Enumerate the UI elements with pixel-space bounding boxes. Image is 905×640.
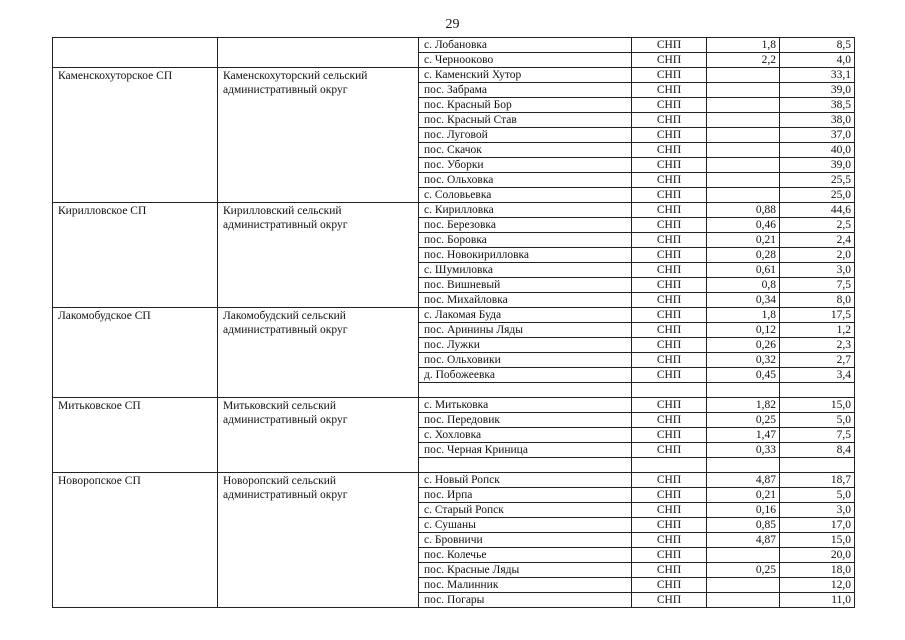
area-value-cell xyxy=(707,143,780,158)
sp-name-cell: Каменскохуторское СП xyxy=(53,68,218,203)
empty-cell xyxy=(707,383,780,398)
distance-value-cell: 38,0 xyxy=(780,113,855,128)
settlement-name-cell: с. Старый Ропск xyxy=(419,503,632,518)
settlement-type-cell: СНП xyxy=(632,293,707,308)
settlement-name-cell: пос. Уборки xyxy=(419,158,632,173)
distance-value-cell: 25,0 xyxy=(780,188,855,203)
settlement-type-cell: СНП xyxy=(632,38,707,53)
settlement-name-cell: с. Каменский Хутор xyxy=(419,68,632,83)
settlement-type-cell: СНП xyxy=(632,278,707,293)
distance-value-cell: 37,0 xyxy=(780,128,855,143)
settlement-name-cell: пос. Скачок xyxy=(419,143,632,158)
distance-value-cell: 15,0 xyxy=(780,533,855,548)
settlement-type-cell: СНП xyxy=(632,218,707,233)
settlement-type-cell: СНП xyxy=(632,413,707,428)
settlements-table xyxy=(52,37,855,608)
settlement-type-cell: СНП xyxy=(632,563,707,578)
sp-name-cell: Кирилловское СП xyxy=(53,203,218,308)
settlement-type-cell: СНП xyxy=(632,173,707,188)
settlement-type-cell: СНП xyxy=(632,353,707,368)
distance-value-cell: 1,2 xyxy=(780,323,855,338)
distance-value-cell: 17,5 xyxy=(780,308,855,323)
settlement-type-cell: СНП xyxy=(632,443,707,458)
okrug-name-cell: Лакомобудский сельский административный округ xyxy=(218,308,419,398)
table-row xyxy=(53,398,855,413)
distance-value-cell: 12,0 xyxy=(780,578,855,593)
area-value-cell: 0,16 xyxy=(707,503,780,518)
settlement-type-cell: СНП xyxy=(632,203,707,218)
settlement-type-cell: СНП xyxy=(632,98,707,113)
distance-value-cell: 39,0 xyxy=(780,83,855,98)
area-value-cell: 1,82 xyxy=(707,398,780,413)
settlement-type-cell: СНП xyxy=(632,308,707,323)
settlement-type-cell: СНП xyxy=(632,473,707,488)
area-value-cell: 4,87 xyxy=(707,533,780,548)
settlement-type-cell: СНП xyxy=(632,233,707,248)
settlement-type-cell: СНП xyxy=(632,53,707,68)
area-value-cell xyxy=(707,68,780,83)
area-value-cell: 4,87 xyxy=(707,473,780,488)
sp-name-cell: Новоропское СП xyxy=(53,473,218,608)
settlement-name-cell: с. Шумиловка xyxy=(419,263,632,278)
area-value-cell xyxy=(707,188,780,203)
area-value-cell xyxy=(707,548,780,563)
settlement-name-cell: пос. Красный Став xyxy=(419,113,632,128)
area-value-cell: 0,21 xyxy=(707,233,780,248)
settlement-type-cell: СНП xyxy=(632,578,707,593)
distance-value-cell: 5,0 xyxy=(780,413,855,428)
settlement-name-cell: пос. Березовка xyxy=(419,218,632,233)
area-value-cell: 0,61 xyxy=(707,263,780,278)
empty-cell xyxy=(632,458,707,473)
distance-value-cell: 3,4 xyxy=(780,368,855,383)
table-row xyxy=(53,203,855,218)
settlement-type-cell: СНП xyxy=(632,143,707,158)
settlement-type-cell: СНП xyxy=(632,428,707,443)
settlement-name-cell: с. Соловьевка xyxy=(419,188,632,203)
settlement-type-cell: СНП xyxy=(632,188,707,203)
distance-value-cell: 3,0 xyxy=(780,263,855,278)
distance-value-cell: 11,0 xyxy=(780,593,855,608)
distance-value-cell: 2,7 xyxy=(780,353,855,368)
settlement-type-cell: СНП xyxy=(632,68,707,83)
area-value-cell: 0,12 xyxy=(707,323,780,338)
distance-value-cell: 44,6 xyxy=(780,203,855,218)
empty-cell xyxy=(780,383,855,398)
settlement-name-cell: пос. Погары xyxy=(419,593,632,608)
distance-value-cell: 2,3 xyxy=(780,338,855,353)
distance-value-cell: 2,0 xyxy=(780,248,855,263)
area-value-cell xyxy=(707,98,780,113)
area-value-cell: 1,8 xyxy=(707,38,780,53)
settlement-name-cell: пос. Михайловка xyxy=(419,293,632,308)
settlement-name-cell: пос. Боровка xyxy=(419,233,632,248)
area-value-cell: 0,34 xyxy=(707,293,780,308)
settlement-type-cell: СНП xyxy=(632,368,707,383)
distance-value-cell: 8,0 xyxy=(780,293,855,308)
distance-value-cell: 18,7 xyxy=(780,473,855,488)
settlement-name-cell: пос. Малинник xyxy=(419,578,632,593)
area-value-cell xyxy=(707,128,780,143)
distance-value-cell: 38,5 xyxy=(780,98,855,113)
empty-cell xyxy=(419,383,632,398)
sp-name-cell xyxy=(53,38,218,68)
area-value-cell: 0,21 xyxy=(707,488,780,503)
area-value-cell: 0,8 xyxy=(707,278,780,293)
settlement-type-cell: СНП xyxy=(632,533,707,548)
settlement-type-cell: СНП xyxy=(632,548,707,563)
area-value-cell: 1,8 xyxy=(707,308,780,323)
area-value-cell: 0,45 xyxy=(707,368,780,383)
settlement-type-cell: СНП xyxy=(632,338,707,353)
sp-name-cell: Лакомобудское СП xyxy=(53,308,218,398)
settlement-type-cell: СНП xyxy=(632,398,707,413)
area-value-cell: 0,46 xyxy=(707,218,780,233)
distance-value-cell: 2,5 xyxy=(780,218,855,233)
empty-cell xyxy=(780,458,855,473)
settlement-name-cell: с. Хохловка xyxy=(419,428,632,443)
settlement-type-cell: СНП xyxy=(632,593,707,608)
settlement-type-cell: СНП xyxy=(632,323,707,338)
empty-cell xyxy=(707,458,780,473)
distance-value-cell: 8,4 xyxy=(780,443,855,458)
settlement-type-cell: СНП xyxy=(632,158,707,173)
settlement-name-cell: с. Кирилловка xyxy=(419,203,632,218)
settlement-type-cell: СНП xyxy=(632,503,707,518)
settlement-name-cell: пос. Ирпа xyxy=(419,488,632,503)
settlement-name-cell: пос. Черная Криница xyxy=(419,443,632,458)
sp-name-cell: Митьковское СП xyxy=(53,398,218,473)
area-value-cell: 0,28 xyxy=(707,248,780,263)
distance-value-cell: 39,0 xyxy=(780,158,855,173)
table-row xyxy=(53,308,855,323)
settlement-name-cell: пос. Колечье xyxy=(419,548,632,563)
area-value-cell: 0,33 xyxy=(707,443,780,458)
distance-value-cell: 33,1 xyxy=(780,68,855,83)
distance-value-cell: 20,0 xyxy=(780,548,855,563)
settlement-name-cell: с. Сушаны xyxy=(419,518,632,533)
distance-value-cell: 3,0 xyxy=(780,503,855,518)
okrug-name-cell: Митьковский сельский административный округ xyxy=(218,398,419,473)
settlement-name-cell: пос. Луговой xyxy=(419,128,632,143)
empty-cell xyxy=(419,458,632,473)
settlement-name-cell: пос. Ольховики xyxy=(419,353,632,368)
settlement-type-cell: СНП xyxy=(632,128,707,143)
distance-value-cell: 5,0 xyxy=(780,488,855,503)
okrug-name-cell: Новоропский сельский административный округ xyxy=(218,473,419,608)
table-row xyxy=(53,68,855,83)
area-value-cell xyxy=(707,593,780,608)
settlement-name-cell: пос. Ольховка xyxy=(419,173,632,188)
settlement-type-cell: СНП xyxy=(632,518,707,533)
settlement-name-cell: пос. Вишневый xyxy=(419,278,632,293)
distance-value-cell: 4,0 xyxy=(780,53,855,68)
settlement-type-cell: СНП xyxy=(632,488,707,503)
settlement-name-cell: д. Побожеевка xyxy=(419,368,632,383)
settlement-type-cell: СНП xyxy=(632,113,707,128)
area-value-cell xyxy=(707,578,780,593)
area-value-cell xyxy=(707,113,780,128)
settlement-name-cell: пос. Забрама xyxy=(419,83,632,98)
settlement-name-cell: пос. Передовик xyxy=(419,413,632,428)
distance-value-cell: 2,4 xyxy=(780,233,855,248)
distance-value-cell: 7,5 xyxy=(780,428,855,443)
settlement-name-cell: с. Бровничи xyxy=(419,533,632,548)
distance-value-cell: 18,0 xyxy=(780,563,855,578)
settlement-type-cell: СНП xyxy=(632,83,707,98)
area-value-cell: 0,85 xyxy=(707,518,780,533)
area-value-cell xyxy=(707,158,780,173)
area-value-cell: 1,47 xyxy=(707,428,780,443)
area-value-cell: 0,32 xyxy=(707,353,780,368)
distance-value-cell: 7,5 xyxy=(780,278,855,293)
distance-value-cell: 40,0 xyxy=(780,143,855,158)
okrug-name-cell: Кирилловский сельский административный округ xyxy=(218,203,419,308)
page-number: 29 xyxy=(445,17,460,32)
settlement-type-cell: СНП xyxy=(632,263,707,278)
table-row xyxy=(53,38,855,53)
distance-value-cell: 8,5 xyxy=(780,38,855,53)
distance-value-cell: 25,5 xyxy=(780,173,855,188)
settlement-name-cell: с. Лакомая Буда xyxy=(419,308,632,323)
settlement-name-cell: с. Лобановка xyxy=(419,38,632,53)
empty-cell xyxy=(632,383,707,398)
settlement-type-cell: СНП xyxy=(632,248,707,263)
settlement-name-cell: с. Новый Ропск xyxy=(419,473,632,488)
settlement-name-cell: с. Митьковка xyxy=(419,398,632,413)
area-value-cell: 0,88 xyxy=(707,203,780,218)
area-value-cell xyxy=(707,173,780,188)
area-value-cell: 0,25 xyxy=(707,563,780,578)
okrug-name-cell: Каменскохуторский сельский административный округ xyxy=(218,68,419,203)
settlement-name-cell: пос. Аринины Ляды xyxy=(419,323,632,338)
settlement-name-cell: пос. Красные Ляды xyxy=(419,563,632,578)
settlement-name-cell: с. Черноокoво xyxy=(419,53,632,68)
distance-value-cell: 17,0 xyxy=(780,518,855,533)
settlement-name-cell: пос. Красный Бор xyxy=(419,98,632,113)
area-value-cell: 0,26 xyxy=(707,338,780,353)
table-row xyxy=(53,473,855,488)
okrug-name-cell xyxy=(218,38,419,68)
settlement-name-cell: пос. Лужки xyxy=(419,338,632,353)
area-value-cell xyxy=(707,83,780,98)
distance-value-cell: 15,0 xyxy=(780,398,855,413)
settlement-name-cell: пос. Новокирилловка xyxy=(419,248,632,263)
area-value-cell: 2,2 xyxy=(707,53,780,68)
area-value-cell: 0,25 xyxy=(707,413,780,428)
